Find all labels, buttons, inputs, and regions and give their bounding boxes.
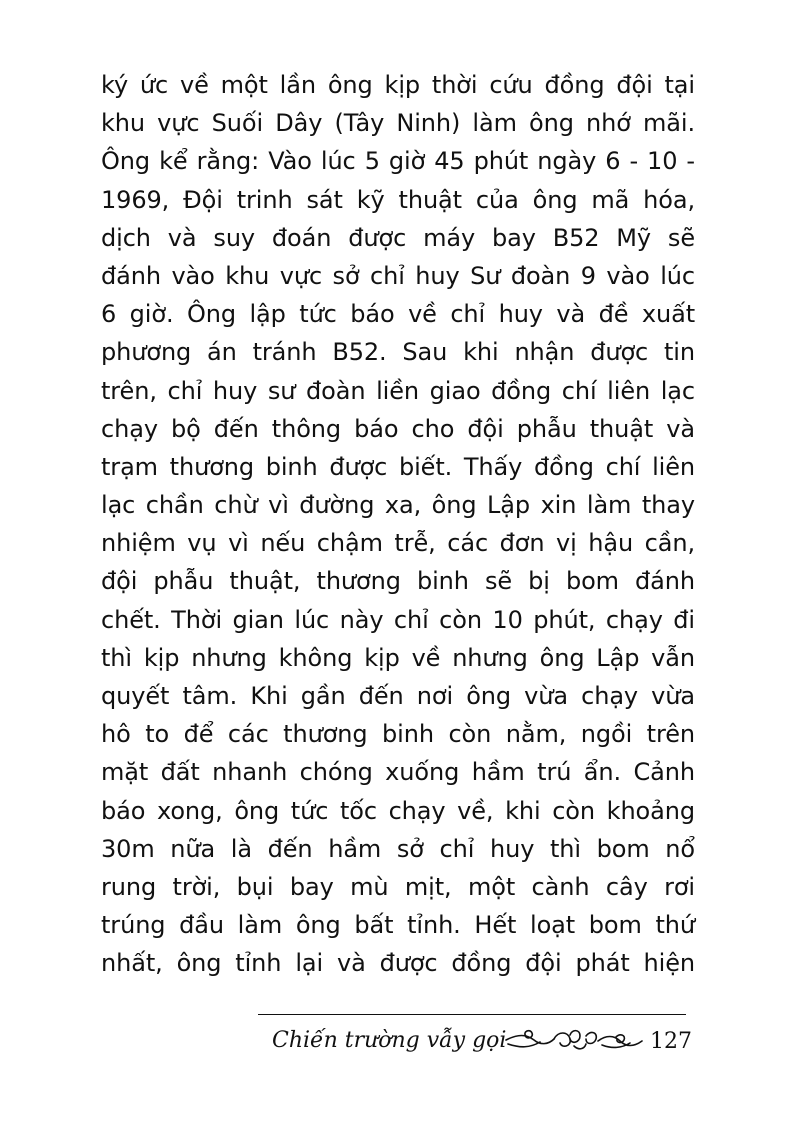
text-line: đánh vào khu vực sở chỉ huy Sư đoàn 9 vào lúc (101, 261, 695, 290)
page-number: 127 (650, 1029, 692, 1054)
footer-rule (258, 1014, 686, 1015)
text-line: 30m nữa là đến hầm sở chỉ huy thì bom nổ (101, 834, 695, 863)
text-line: 6 giờ. Ông lập tức báo về chỉ huy và đề xuất (101, 300, 695, 329)
text-line: chạy bộ đến thông báo cho đội phẫu thuật và (101, 414, 695, 443)
text-line: chết. Thời gian lúc này chỉ còn 10 phút, chạy đi (101, 605, 695, 634)
text-line: nhiệm vụ vì nếu chậm trễ, các đơn vị hậu cần, (101, 529, 695, 558)
text-line: mặt đất nhanh chóng xuống hầm trú ẩn. Cảnh (101, 758, 695, 787)
text-line: trúng đầu làm ông bất tỉnh. Hết loạt bom thứ (101, 911, 695, 940)
text-line: khu vực Suối Dây (Tây Ninh) làm ông nhớ mãi. (101, 109, 695, 138)
text-line: phương án tránh B52. Sau khi nhận được tin (101, 338, 695, 367)
text-line: thì kịp nhưng không kịp về nhưng ông Lập vẫn (101, 643, 695, 672)
text-line: trạm thương binh được biết. Thấy đồng chí liên (101, 452, 695, 481)
running-title: Chiến trường vẫy gọi (272, 1028, 507, 1053)
decorative-flourish-icon (504, 1026, 654, 1056)
page-footer (258, 1014, 692, 1064)
text-line: trên, chỉ huy sư đoàn liền giao đồng chí liên lạc (101, 376, 695, 405)
text-line: dịch và suy đoán được máy bay B52 Mỹ sẽ (101, 223, 695, 252)
text-line: 1969, Đội trinh sát kỹ thuật của ông mã hóa, (101, 185, 695, 214)
text-line: quyết tâm. Khi gần đến nơi ông vừa chạy vừa (101, 682, 695, 710)
body-text (101, 66, 695, 983)
text-line: đội phẫu thuật, thương binh sẽ bị bom đánh (101, 567, 695, 596)
text-line: nhất, ông tỉnh lại và được đồng đội phát hiện (101, 949, 695, 978)
text-line: báo xong, ông tức tốc chạy về, khi còn khoảng (101, 796, 695, 825)
text-line: lạc chần chừ vì đường xa, ông Lập xin làm thay (101, 491, 695, 520)
text-line: Ông kể rằng: Vào lúc 5 giờ 45 phút ngày 6 - 10 - (101, 147, 695, 176)
text-line: rung trời, bụi bay mù mịt, một cành cây rơi (101, 872, 695, 901)
text-line: ký ức về một lần ông kịp thời cứu đồng đội tại (101, 71, 695, 99)
text-line: hô to để các thương binh còn nằm, ngồi trên (101, 720, 695, 749)
